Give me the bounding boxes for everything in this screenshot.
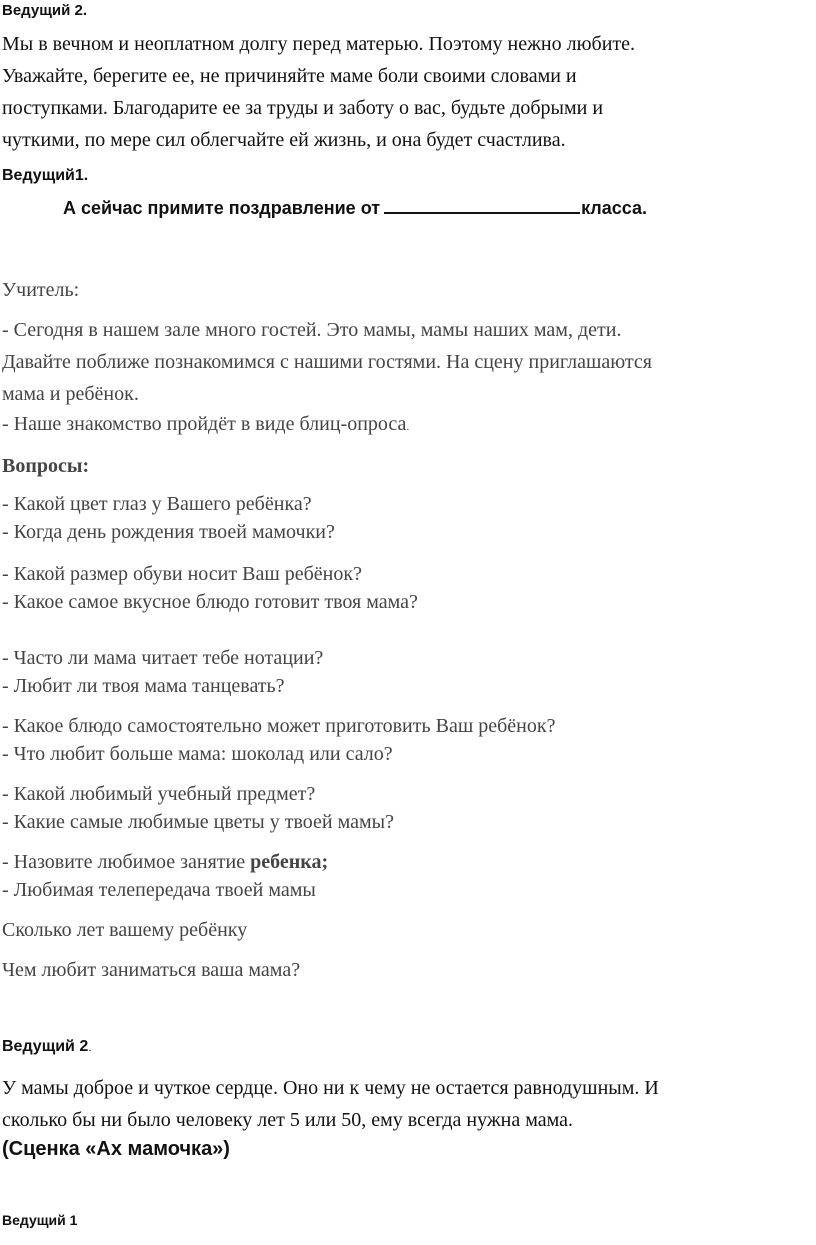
speaker-label: Учитель:: [2, 279, 80, 301]
question-item: - Что любит больше мама: шоколад или сало?: [2, 743, 393, 765]
paragraph: Мы в вечном и неоплатном долгу перед матерью. Поэтому нежно любите. Уважайте, берегите ее, не причиняйте маме боли своими словами и поступками. Благодарите ее за труды и заботу о вас, будьте добрыми и чуткими, по мере сил облегчайте ей жизнь, и она будет счастлива.: [2, 33, 636, 151]
question-group: [2, 490, 335, 546]
question-item: - Какой размер обуви носит Ваш ребёнок?: [2, 563, 362, 585]
question-item: - Любимая телепередача твоей мамы: [2, 879, 316, 901]
speaker-label: Ведущий 1: [2, 1212, 78, 1228]
speaker-label: Ведущий 2.: [2, 2, 87, 19]
question-item: - Какой любимый учебный предмет?: [2, 783, 316, 805]
question-group: [2, 780, 394, 836]
question-item: - Какой цвет глаз у Вашего ребёнка?: [2, 493, 312, 515]
question-item: - Любит ли твоя мама танцевать?: [2, 675, 285, 697]
question-item: - Какое блюдо самостоятельно может приготовить Ваш ребёнок?: [2, 715, 556, 737]
question-item: - Какое самое вкусное блюдо готовит твоя мама?: [2, 591, 418, 613]
question-group: [2, 560, 418, 616]
question-item: - Какие самые любимые цветы у твоей мамы?: [2, 811, 394, 833]
question-group: [2, 644, 323, 700]
paragraph: - Сегодня в нашем зале много гостей. Это мамы, мамы наших мам, дети. Давайте поближе познакомимся с нашими гостями. На сцену приглашаются мама и ребёнок.: [2, 319, 652, 405]
question-item: Чем любит заниматься ваша мама?: [2, 959, 301, 981]
question-group: [2, 712, 555, 768]
question-item: - Когда день рождения твоей мамочки?: [2, 521, 335, 543]
paragraph: - Наше знакомство пройдёт в виде блиц-опроса.: [2, 413, 410, 435]
speaker-label: Ведущий1.: [2, 167, 89, 184]
scene-title: (Сценка «Ах мамочка»): [2, 1138, 230, 1160]
speaker-label: Ведущий 2.: [2, 1038, 92, 1055]
announcement: А сейчас примите поздравление от класса.: [63, 198, 647, 218]
question-item: - Назовите любимое занятие ребенка;: [2, 851, 329, 873]
question-item: Сколько лет вашему ребёнку: [2, 919, 248, 941]
paragraph: У мамы доброе и чуткое сердце. Оно ни к чему не остается равнодушным. И сколько бы ни было человеку лет 5 или 50, ему всегда нужна мама.: [2, 1077, 659, 1131]
question-item: - Часто ли мама читает тебе нотации?: [2, 647, 324, 669]
question-group: [2, 848, 328, 904]
blank-line: [384, 196, 580, 214]
section-heading: Вопросы:: [2, 455, 90, 477]
